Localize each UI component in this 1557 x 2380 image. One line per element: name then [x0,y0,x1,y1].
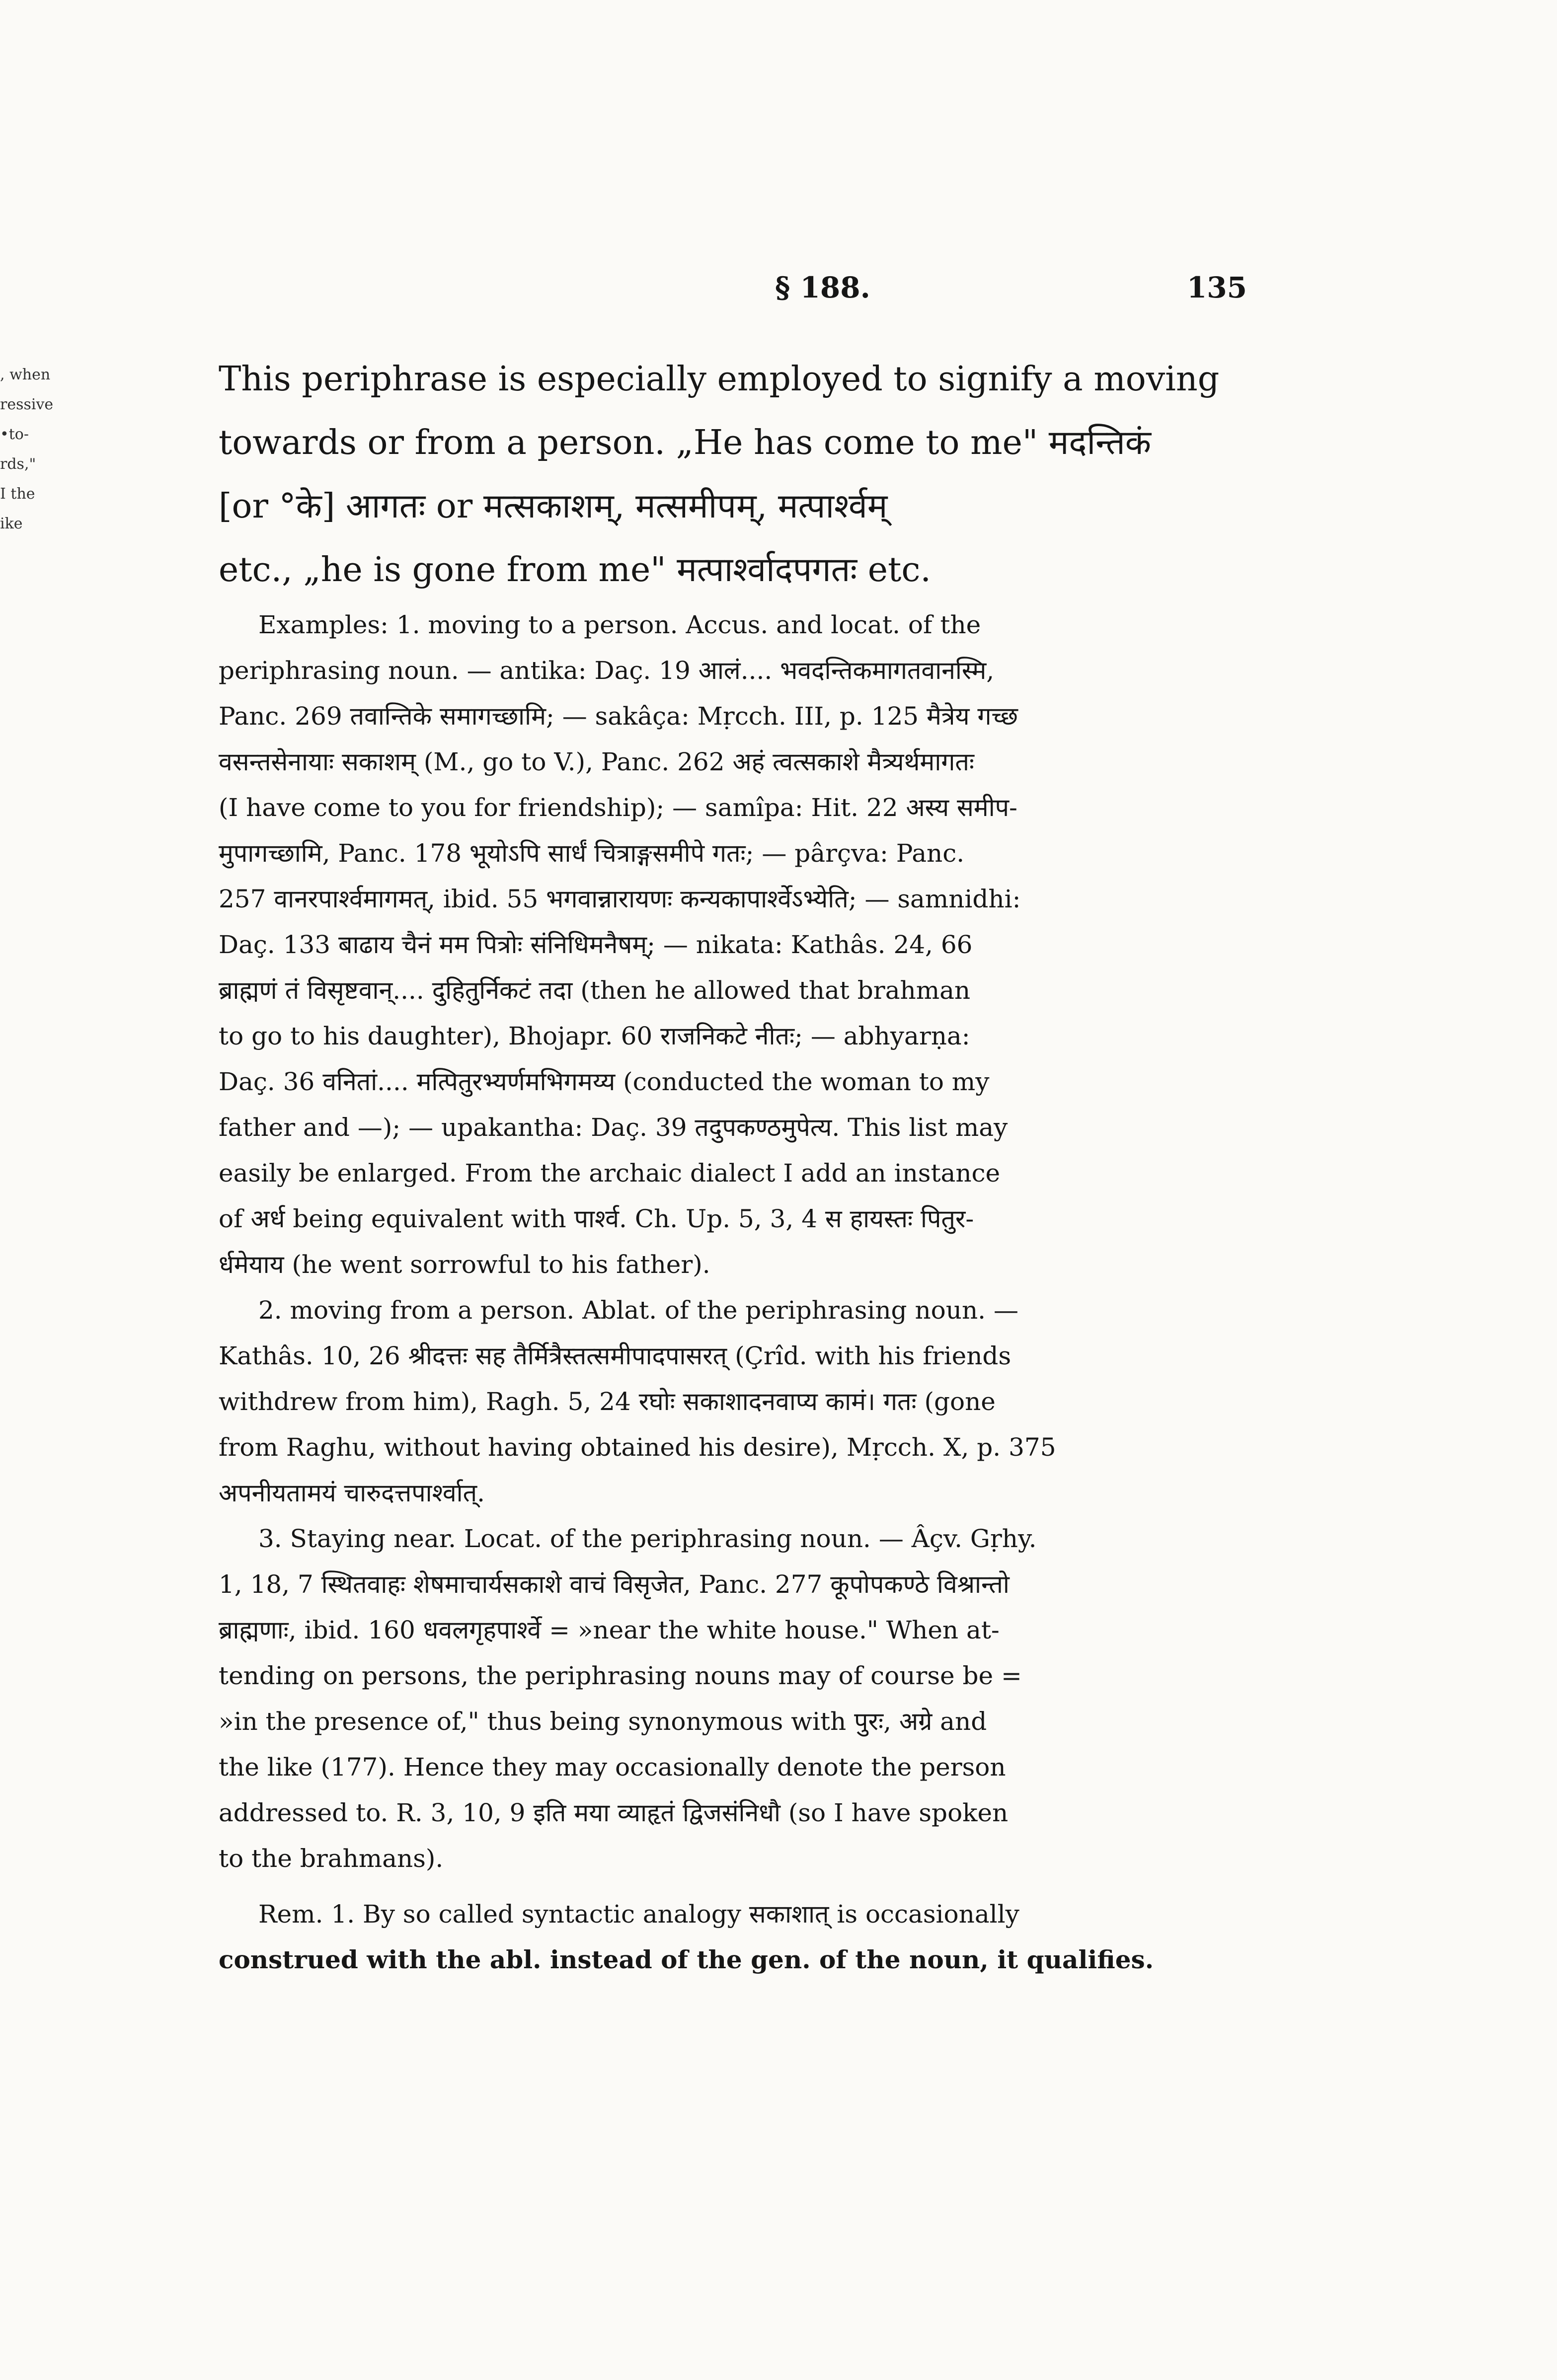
margin-note: •to- [0,426,29,443]
section-number: § 188. [775,271,870,304]
text-line: from Raghu, without having obtained his desire), Mṛcch. X, p. 375 [219,1433,1056,1462]
margin-note: ike [0,515,23,532]
page-header [278,271,1247,310]
text-line: 257 वानरपार्श्वमागमत्, ibid. 55 भगवान्नारायणः कन्यकापार्श्वेऽभ्येति; — samnidhi: [219,885,1021,913]
text-line: to the brahmans). [219,1844,444,1873]
text-line: of अर्ध being equivalent with पार्श्व. Ch. Up. 5, 3, 4 स हायस्तः पितुर- [219,1204,974,1233]
text-line: ब्राह्मणं तं विसृष्टवान्.... दुहितुर्निकटं तदा (then he allowed that brahman [219,976,971,1005]
text-line: the like (177). Hence they may occasionally denote the person [219,1753,1006,1782]
text-line: [or °के] आगतः or मत्सकाशम्, मत्समीपम्, मत्पार्श्वम् [219,487,888,526]
margin-note: rds," [0,455,36,473]
text-line: (I have come to you for friendship); — samîpa: Hit. 22 अस्य समीप- [219,793,1017,822]
text-line: towards or from a person. „He has come to me" मदन्तिकं [219,423,1152,462]
text-line: वसन्तसेनायाः सकाशम् (M., go to V.), Panc. 262 अहं त्वत्सकाशे मैत्र्यर्थमागतः [219,747,975,776]
margin-notes [0,360,67,539]
text-line: Examples: 1. moving to a person. Accus. and locat. of the [258,610,981,639]
text-line: to go to his daughter), Bhojapr. 60 राजनिकटे नीतः; — abhyarṇa: [219,1022,970,1050]
text-line: This periphrase is especially employed to signify a moving [219,360,1220,399]
text-line: »in the presence of," thus being synonymous with पुरः, अग्रे and [219,1707,987,1736]
text-line: tending on persons, the periphrasing nouns may of course be = [219,1661,1022,1690]
text-line: Panc. 269 तवान्तिके समागच्छामि; — sakâça: Mṛcch. III, p. 125 मैत्रेय गच्छ [219,702,1018,731]
text-line: periphrasing noun. — antika: Daç. 19 आलं.... भवदन्तिकमागतवानस्मि, [219,656,995,685]
margin-note: ressive [0,396,54,413]
margin-note: , when [0,366,51,383]
text-line: 1, 18, 7 स्थितवाहः शेषमाचार्यसकाशे वाचं विसृजेत, Panc. 277 कूपोपकण्ठे विश्रान्तो [219,1570,1010,1599]
text-line: Kathâs. 10, 26 श्रीदत्तः सह तैर्मित्रैस्तत्समीपादपासरत् (Çrîd. with his friends [219,1341,1012,1370]
text-line: easily be enlarged. From the archaic dialect I add an instance [219,1159,1001,1188]
margin-note: I the [0,485,35,503]
text-line: Daç. 36 वनितां.... मत्पितुरभ्यर्णमभिगमय्य (conducted the woman to my [219,1067,990,1096]
text-line: construed with the abl. instead of the gen. of the noun, it qualifies. [219,1945,1154,1974]
text-line: Rem. 1. By so called syntactic analogy सकाशात् is occasionally [258,1900,1019,1929]
text-line: ब्राह्मणाः, ibid. 160 धवलगृहपार्श्वे = »near the white house." When at- [219,1616,1000,1644]
text-line: etc., „he is gone from me" मत्पार्श्वादपगतः etc. [219,550,932,590]
text-line: addressed to. R. 3, 10, 9 इति मया व्याहृतं द्विजसंनिधौ (so I have spoken [219,1798,1009,1827]
text-line: अपनीयतामयं चारुदत्तपार्श्वात्. [219,1479,485,1507]
text-line: र्धमेयाय (he went sorrowful to his father). [219,1250,710,1279]
page-number: 135 [1186,271,1247,304]
text-line: 3. Staying near. Locat. of the periphrasing noun. — Âçv. Gṛhy. [258,1524,1037,1553]
text-line: father and —); — upakantha: Daç. 39 तदुपकण्ठमुपेत्य. This list may [219,1113,1008,1142]
text-line: Daç. 133 बाढाय चैनं मम पित्रोः संनिधिमनैषम्; — nikata: Kathâs. 24, 66 [219,930,973,959]
text-line: 2. moving from a person. Ablat. of the periphrasing noun. — [258,1296,1018,1325]
text-line: withdrew from him), Ragh. 5, 24 रघोः सकाशादनवाप्य कामं। गतः (gone [219,1387,996,1416]
body-text [219,348,1247,1983]
text-line: मुपागच्छामि, Panc. 178 भूयोऽपि सार्धं चित्राङ्गसमीपे गतः; — pârçva: Panc. [219,839,965,868]
